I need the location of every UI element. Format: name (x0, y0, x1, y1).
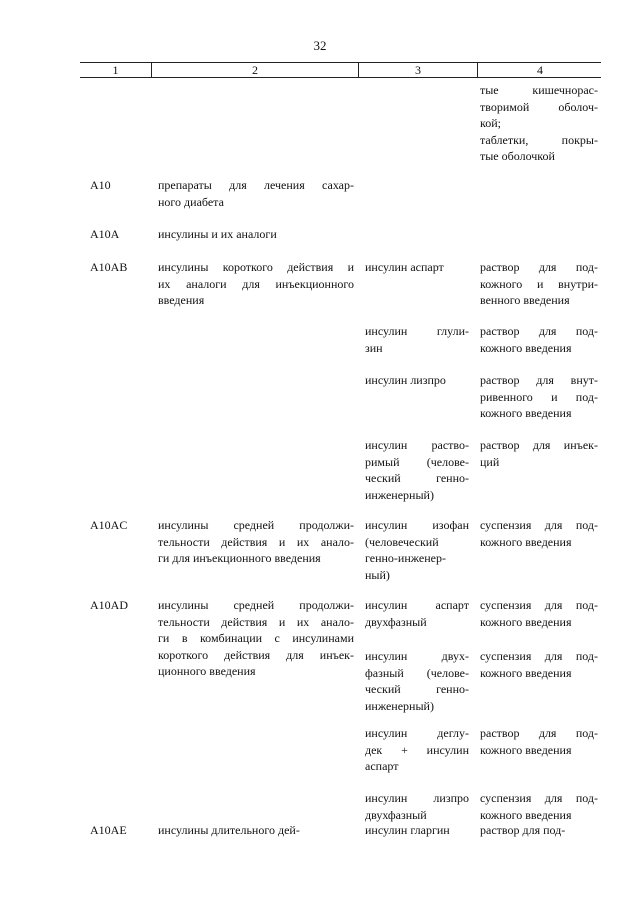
text-line: двухфазный (365, 807, 427, 822)
text-line: суспензия для под- (480, 649, 598, 663)
row-0-form (480, 82, 598, 165)
text-line: введения (158, 293, 205, 307)
text-line: кожного введения (480, 742, 572, 757)
text-line: A10A (90, 227, 120, 241)
text-line: ческий генно- (365, 471, 469, 485)
text-line: инсулин двух- (365, 649, 469, 663)
text-line: инженерный) (365, 698, 434, 713)
row-1-group (158, 177, 354, 210)
row-10-form (480, 725, 598, 758)
text-line: кожного введения (480, 534, 572, 549)
text-line: аспарт (365, 759, 399, 773)
text-line: тельности действия и их анало- (158, 534, 354, 549)
row-7-drug (365, 517, 469, 583)
text-line: (человеческий (365, 534, 439, 549)
text-line: инсулин глули- (365, 324, 469, 338)
row-6-drug (365, 437, 469, 503)
row-7-form (480, 517, 598, 550)
table-header (80, 62, 601, 78)
row-12-drug (365, 822, 469, 839)
row-10-drug (365, 725, 469, 775)
row-2-group (158, 226, 354, 243)
row-3-form (480, 259, 598, 309)
row-5-form (480, 372, 598, 422)
text-line: раствор для под- (480, 726, 598, 740)
text-line: раствор для под- (480, 260, 598, 274)
text-line: инсулин гларгин (365, 823, 450, 837)
text-line: двухфазный (365, 614, 427, 629)
text-line: A10AD (90, 598, 128, 612)
row-1-code (90, 177, 152, 194)
text-line: кожного и внутри- (480, 276, 598, 291)
text-line: зин (365, 340, 383, 355)
text-line: ривенного и под- (480, 389, 598, 404)
row-4-drug (365, 323, 469, 356)
text-line: инсулин аспарт (365, 260, 444, 274)
row-7-code (90, 517, 152, 534)
text-line: тые кишечнорас- (480, 83, 598, 97)
row-3-group (158, 259, 354, 309)
text-line: раствор для под- (480, 324, 598, 338)
row-8-code (90, 597, 152, 614)
row-5-drug (365, 372, 469, 389)
text-line: кожного введения (480, 406, 572, 420)
text-line: короткого действия для инъек- (158, 647, 354, 662)
text-line: раствор для под- (480, 823, 566, 837)
header-col-4: 4 (477, 63, 602, 77)
text-line: кожного введения (480, 807, 572, 822)
text-line: римый (челове- (365, 454, 469, 469)
row-3-code (90, 259, 152, 276)
text-line: инсулин изофан (365, 518, 469, 532)
text-line: ги для инъекционного введения (158, 551, 321, 565)
row-11-drug (365, 790, 469, 823)
text-line: дек + инсулин (365, 742, 469, 757)
text-line: инсулины и их аналоги (158, 227, 277, 241)
page-number: 32 (313, 38, 327, 53)
text-line: их аналоги для инъекционного (158, 276, 354, 291)
text-line: венного введения (480, 293, 570, 307)
text-line: A10AB (90, 260, 128, 274)
text-line: кожного введения (480, 614, 572, 629)
text-line: A10 (90, 178, 111, 192)
text-line: суспензия для под- (480, 518, 598, 532)
row-2-code (90, 226, 152, 243)
text-line: инсулин лизпро (365, 791, 469, 805)
text-line: инсулин раство- (365, 438, 469, 452)
text-line: инсулин лизпро (365, 373, 446, 387)
text-line: ций (480, 454, 500, 469)
text-line: кожного введения (480, 340, 572, 355)
text-line: генно-инженер- (365, 551, 446, 565)
header-col-1: 1 (112, 63, 119, 77)
row-12-group (158, 822, 354, 839)
text-line: инсулины короткого действия и (158, 260, 354, 274)
text-line: A10AC (90, 518, 128, 532)
text-line: суспензия для под- (480, 791, 598, 805)
text-line: раствор для инъек- (480, 438, 598, 452)
text-line: инсулины длительного дей- (158, 823, 300, 837)
text-line: инженерный) (365, 487, 434, 502)
text-line: таблетки, покры- (480, 132, 598, 147)
text-line: препараты для лечения сахар- (158, 178, 354, 192)
row-8-drug (365, 597, 469, 630)
row-8-form (480, 597, 598, 630)
text-line: A10AE (90, 823, 127, 837)
text-line: ческий генно- (365, 682, 469, 696)
text-line: фазный (челове- (365, 665, 469, 680)
text-line: кой; (480, 116, 501, 130)
row-4-form (480, 323, 598, 356)
row-12-form (480, 822, 598, 839)
row-11-form (480, 790, 598, 823)
text-line: ного диабета (158, 194, 224, 209)
text-line: творимой оболоч- (480, 99, 598, 114)
row-12-code (90, 822, 152, 839)
text-line: ционного введения (158, 664, 256, 678)
text-line: кожного введения (480, 665, 572, 680)
row-9-form (480, 648, 598, 681)
text-line: инсулин аспарт (365, 598, 469, 612)
text-line: тельности действия и их анало- (158, 614, 354, 629)
header-col-2: 2 (151, 63, 358, 77)
text-line: суспензия для под- (480, 598, 598, 612)
text-line: раствор для внут- (480, 373, 598, 387)
header-col-3: 3 (358, 63, 477, 77)
row-6-form (480, 437, 598, 470)
row-9-drug (365, 648, 469, 714)
text-line: ги в комбинации с инсулинами (158, 631, 354, 645)
row-7-group (158, 517, 354, 567)
row-3-drug (365, 259, 469, 276)
text-line: ный) (365, 567, 390, 582)
text-line: тые оболочкой (480, 149, 555, 163)
row-8-group (158, 597, 354, 680)
text-line: инсулины средней продолжи- (158, 518, 354, 532)
text-line: инсулин деглу- (365, 726, 469, 740)
text-line: инсулины средней продолжи- (158, 598, 354, 612)
